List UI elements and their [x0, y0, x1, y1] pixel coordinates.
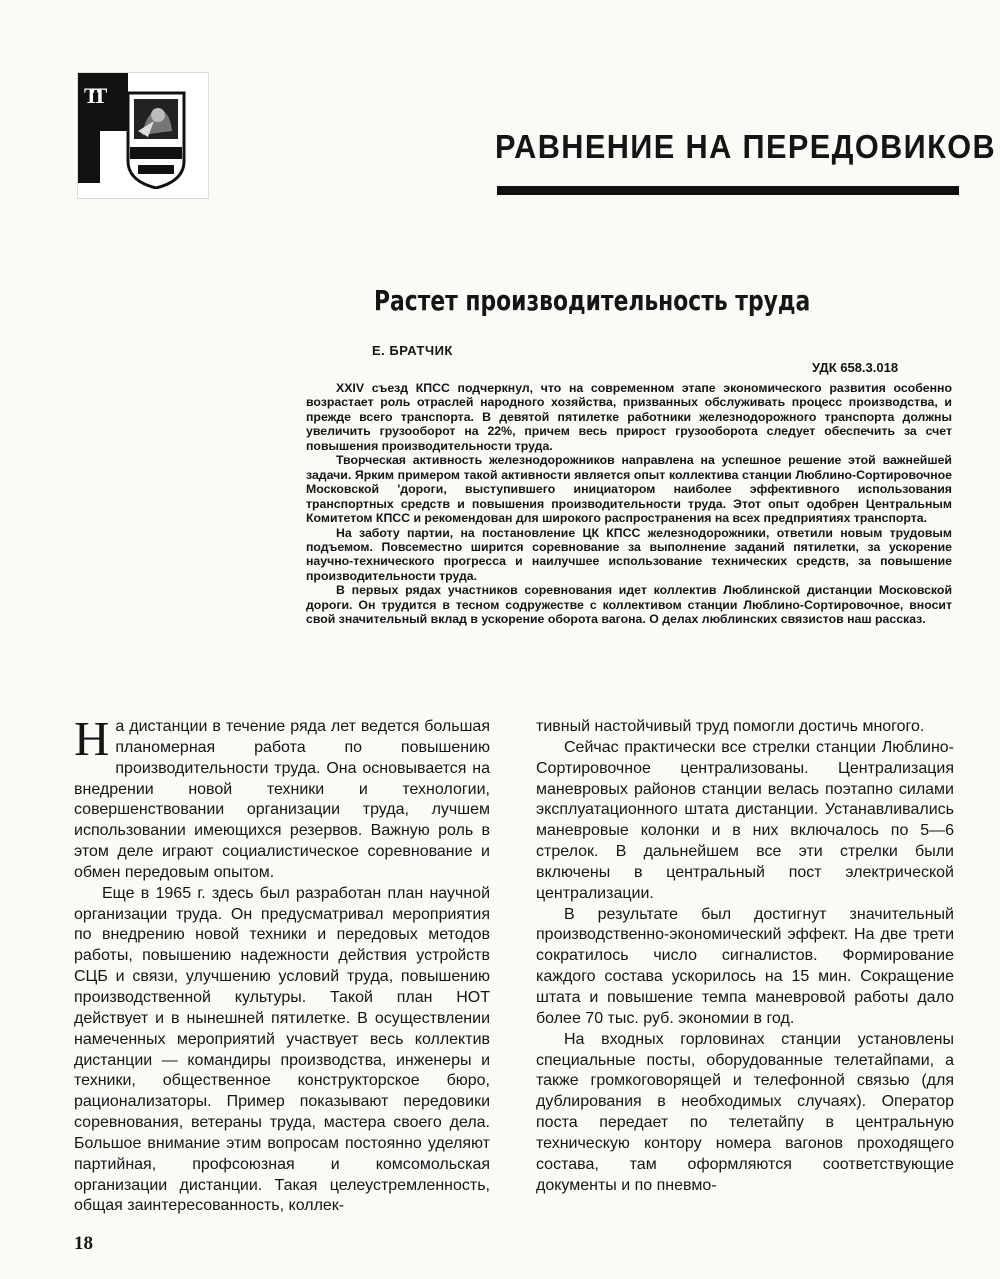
- article-author: Е. БРАТЧИК: [372, 343, 453, 358]
- body-paragraph: [74, 711, 490, 884]
- body-paragraph: В результате был достигнут значительный производственно-экономический эффект. На две трети сократилось число сигналистов. Формирование каждого состава ускорилось на 15 мин. Сокращение штата и повышение темпа маневровой работы дало более 70 тыс. руб. экономии в год.: [536, 905, 954, 1027]
- shield-badge-icon: [124, 91, 188, 189]
- emblem-mark: ТТ: [84, 83, 102, 108]
- lead-paragraph: В первых рядах участников соревнования идет коллектив Люблинской дистанции Московской дороги. Он трудится в тесном содружестве с коллективом станции Люблино-Сортировочное, вносит свой значительный вклад в ускорение оборота вагона. О делах люблинских связистов наш рассказ.: [306, 583, 952, 627]
- lead-paragraph: XXIV съезд КПСС подчеркнул, что на современном этапе экономического развития особенно возрастает роль отраслей народного хозяйства, призванных обслуживать процесс производства, и прежде всего транспорта. В девятой пятилетке работники железнодорожного транспорта должны увеличить грузооборот на 22%, причем весь прирост грузооборота следует обеспечить за счет повышения производительности труда.: [306, 381, 952, 453]
- article-lead: [306, 381, 952, 627]
- article-title: Растет производительность труда: [374, 284, 811, 317]
- lead-paragraph: На заботу партии, на постановление ЦК КПСС железнодорожники, ответили новым трудовым подъемом. Повсеместно ширится соревнование за выполнение заданий пятилетки, за ускорение научно-технического прогресса и наилучшее использование технических средств, за повышение производительности труда.: [306, 525, 952, 583]
- magazine-emblem: [77, 72, 209, 199]
- body-paragraph: Сейчас практически все стрелки станции Люблино-Сортировочное централизованы. Централизация маневровых районов станции велась поэтапно силами эксплуатационного штата дистанции. Устанавливались маневровые колонки и в них включалось по 5—6 стрелок. В дальнейшем все эти стрелки были включены в центральный пост электрической централизации.: [536, 738, 954, 902]
- body-paragraph: На входных горловинах станции установлены специальные посты, оборудованные телетайпами, а также громкоговорящей и телефонной связью (для дублирования в необходимых случаях). Оператор поста передает по телетайпу в центральную техническую контору номера вагонов проходящего состава, там оформляются соответствующие документы и по пневмо-: [536, 1030, 954, 1194]
- body-paragraph: тивный настойчивый труд помогли достичь многого.: [536, 718, 925, 735]
- text-column-left: [74, 711, 490, 1217]
- lead-paragraph: Творческая активность железнодорожников направлена на успешное решение этой важнейшей задачи. Ярким примером такой активности является опыт коллектива станции Люблино-Сортировочное Московской 'дороги, выступившего инициатором наиболее эффективного использования транспортных средств и повышения производительности труда. Этот опыт одобрен Центральным Комитетом КПСС и рекомендован для широкого распространения на всех предприятиях транспорта.: [306, 453, 952, 526]
- body-paragraph: Еще в 1965 г. здесь был разработан план научной организации труда. Он предусматривал мероприятия по внедрению новой техники и передовых методов работы, повышению надежности действия устройств СЦБ и связи, улучшению условий труда, повышению производственной культуры. Такой план НОТ действует и в нынешней пятилетке. В осуществлении намеченных мероприятий участвует весь коллектив дистанции — командиры производства, инженеры и техники, общественное конструкторское бюро, рационализаторы. Пример показывают передовики соревнования, ветераны труда, мастера своего дела. Большое внимание этим вопросам постоянно уделяют партийная, профсоюзная и комсомольская организации дистанции. Такая целеустремленность, общая заинтересованность, коллек-: [74, 884, 490, 1215]
- title-rule: [497, 186, 959, 195]
- section-title: РАВНЕНИЕ НА ПЕРЕДОВИКОВ: [495, 128, 997, 165]
- drop-cap: Н: [74, 711, 110, 766]
- page-number: 18: [74, 1233, 93, 1254]
- body-text: а дистанции в течение ряда лет ведется большая планомерная работа по повышению производительности труда. Она основывается на внедрении новой техники и технологии, совершенствовании организации труда, лучшем использовании имеющихся резервов. Важную роль в этом деле играют социалистическое соревнование и обмен передовым опытом.: [74, 718, 490, 881]
- udk-code: УДК 658.3.018: [812, 360, 899, 375]
- text-column-right: [536, 717, 954, 1196]
